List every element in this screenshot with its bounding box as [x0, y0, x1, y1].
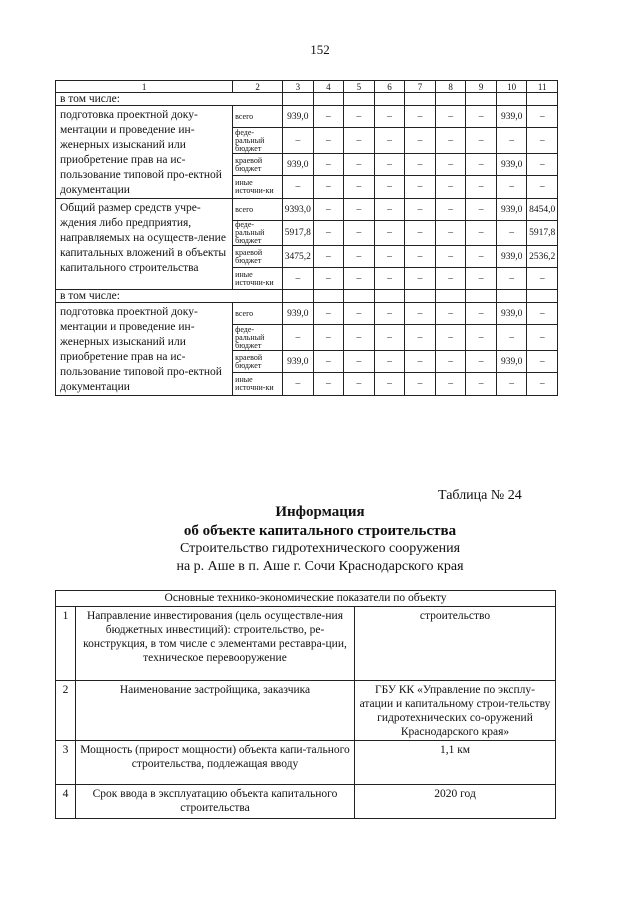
table-cell: – — [466, 268, 497, 290]
table-cell: 939,0 — [283, 154, 314, 176]
row-name: Мощность (прирост мощности) объекта капи-тального строительства, подлежащая вводу — [76, 741, 355, 785]
table-cell: – — [435, 221, 466, 246]
table-cell: – — [466, 176, 497, 199]
table-cell: – — [313, 106, 344, 128]
empty-cell — [344, 93, 375, 106]
table-cell: – — [405, 373, 436, 396]
table-cell: – — [435, 303, 466, 325]
table-cell: – — [344, 128, 375, 154]
funding-source-label: иные источни-ки — [233, 373, 283, 396]
empty-cell — [435, 93, 466, 106]
table-cell: – — [374, 268, 405, 290]
column-number: 11 — [527, 81, 558, 93]
empty-cell — [435, 290, 466, 303]
table-cell: – — [374, 221, 405, 246]
table-cell: – — [527, 268, 558, 290]
table-cell: 8454,0 — [527, 199, 558, 221]
table-cell: – — [313, 303, 344, 325]
table-cell: – — [283, 373, 314, 396]
table-cell: – — [374, 325, 405, 351]
table-cell: – — [496, 373, 527, 396]
table-row — [56, 303, 558, 325]
financing-table — [55, 80, 558, 396]
table-cell: – — [374, 199, 405, 221]
table-cell: – — [405, 199, 436, 221]
empty-cell — [466, 93, 497, 106]
table-cell: – — [496, 268, 527, 290]
table-cell: 939,0 — [496, 303, 527, 325]
row-name: Направление инвестирования (цель осуществле-ния бюджетных инвестиций): строительство, ре-конструкция, в том числе с элементами реставра-ции, техническое перевооружение — [76, 607, 355, 681]
table-cell: – — [466, 325, 497, 351]
table-cell: – — [435, 373, 466, 396]
table-cell: – — [466, 351, 497, 373]
empty-cell — [405, 93, 436, 106]
column-number: 3 — [283, 81, 314, 93]
table-cell: 2536,2 — [527, 246, 558, 268]
table-cell: 939,0 — [283, 106, 314, 128]
row-value: 2020 год — [355, 785, 556, 819]
empty-cell — [496, 93, 527, 106]
row-value: ГБУ КК «Управление по эксплу-атации и капитальному строи-тельству гидротехнических со-оружений Краснодарского края» — [355, 681, 556, 741]
table-row — [56, 199, 558, 221]
empty-cell — [374, 93, 405, 106]
table-cell: 939,0 — [496, 106, 527, 128]
table-cell: – — [344, 303, 375, 325]
row-description: подготовка проектной доку-ментации и проведение ин-женерных изысканий или приобретение прав на ис-пользование типовой про-ектной документации — [56, 303, 233, 396]
empty-cell — [527, 290, 558, 303]
column-number-row — [56, 81, 558, 93]
including-label: в том числе: — [56, 93, 283, 106]
table-cell: – — [435, 246, 466, 268]
including-label: в том числе: — [56, 290, 283, 303]
table-cell: 939,0 — [496, 199, 527, 221]
heading-title: Информация — [275, 504, 365, 520]
table-cell: – — [374, 351, 405, 373]
table-cell: 939,0 — [283, 303, 314, 325]
table-cell: – — [313, 221, 344, 246]
table-cell: – — [405, 325, 436, 351]
table-cell: – — [313, 351, 344, 373]
table-cell: 939,0 — [283, 351, 314, 373]
heading-object-location: на р. Аше в п. Аше г. Сочи Краснодарского края — [176, 559, 464, 574]
table-cell: – — [466, 199, 497, 221]
row-name: Наименование застройщика, заказчика — [76, 681, 355, 741]
table-cell: – — [344, 373, 375, 396]
funding-source-label: феде-ральный бюджет — [233, 221, 283, 246]
empty-cell — [466, 290, 497, 303]
table-cell: – — [374, 373, 405, 396]
table-cell: – — [283, 176, 314, 199]
table-cell: – — [313, 373, 344, 396]
table-cell: 5917,8 — [283, 221, 314, 246]
table-cell: 939,0 — [496, 154, 527, 176]
table-cell: – — [466, 154, 497, 176]
funding-source-label: краевой бюджет — [233, 246, 283, 268]
row-index: 1 — [56, 607, 76, 681]
table-cell: – — [435, 176, 466, 199]
table-cell: – — [283, 128, 314, 154]
table-cell: 5917,8 — [527, 221, 558, 246]
row-value: строительство — [355, 607, 556, 681]
table-cell: – — [466, 303, 497, 325]
table-cell: – — [313, 199, 344, 221]
table-cell: – — [405, 268, 436, 290]
table-number: Таблица № 24 — [438, 488, 522, 503]
funding-source-label: краевой бюджет — [233, 154, 283, 176]
table-cell: – — [405, 303, 436, 325]
row-index: 4 — [56, 785, 76, 819]
row-description: Общий размер средств учре-ждения либо предприятия, направляемых на осуществ-ление капитальных вложений в объекты капитального строительства — [56, 199, 233, 290]
table-cell: – — [374, 246, 405, 268]
column-number: 2 — [233, 81, 283, 93]
table-cell: – — [527, 325, 558, 351]
empty-cell — [374, 290, 405, 303]
funding-source-label: иные источни-ки — [233, 268, 283, 290]
table-cell: – — [344, 325, 375, 351]
column-number: 4 — [313, 81, 344, 93]
empty-cell — [496, 290, 527, 303]
column-number: 10 — [496, 81, 527, 93]
table-cell: – — [313, 268, 344, 290]
funding-source-label: всего — [233, 106, 283, 128]
table-row — [56, 106, 558, 128]
table-cell: – — [496, 325, 527, 351]
table-cell: – — [374, 176, 405, 199]
table-cell: – — [344, 268, 375, 290]
table-cell: – — [313, 176, 344, 199]
table-cell: – — [496, 176, 527, 199]
table-cell: – — [283, 325, 314, 351]
table-cell: – — [405, 106, 436, 128]
column-number: 7 — [405, 81, 436, 93]
table-cell: – — [435, 325, 466, 351]
row-name: Срок ввода в эксплуатацию объекта капитального строительства — [76, 785, 355, 819]
table-cell: – — [466, 373, 497, 396]
table-cell: – — [283, 268, 314, 290]
empty-cell — [313, 93, 344, 106]
table-cell: – — [313, 128, 344, 154]
table-cell: – — [313, 154, 344, 176]
funding-source-label: феде-ральный бюджет — [233, 128, 283, 154]
table-cell: – — [527, 128, 558, 154]
heading-subtitle: об объекте капитального строительства — [183, 523, 457, 539]
table-cell: – — [527, 176, 558, 199]
funding-source-label: краевой бюджет — [233, 351, 283, 373]
row-description: подготовка проектной доку-ментации и проведение ин-женерных изысканий или приобретение прав на ис-пользование типовой про-ектной документации — [56, 106, 233, 199]
funding-source-label: феде-ральный бюджет — [233, 325, 283, 351]
table-cell: 3475,2 — [283, 246, 314, 268]
table-cell: – — [466, 128, 497, 154]
table-cell: – — [405, 154, 436, 176]
table-cell: 939,0 — [496, 246, 527, 268]
table-cell: – — [435, 128, 466, 154]
row-index: 2 — [56, 681, 76, 741]
table-cell: – — [313, 246, 344, 268]
table-cell: – — [344, 176, 375, 199]
funding-source-label: всего — [233, 199, 283, 221]
table-cell: – — [405, 176, 436, 199]
info-table-caption: Основные технико-экономические показатели по объекту — [56, 591, 556, 607]
empty-cell — [527, 93, 558, 106]
row-index: 3 — [56, 741, 76, 785]
table-cell: – — [435, 351, 466, 373]
table-cell: – — [496, 128, 527, 154]
table-cell: – — [405, 351, 436, 373]
column-number: 9 — [466, 81, 497, 93]
including-row — [56, 93, 558, 106]
column-number: 5 — [344, 81, 375, 93]
table-cell: – — [466, 106, 497, 128]
table-cell: – — [435, 268, 466, 290]
empty-cell — [405, 290, 436, 303]
column-number: 8 — [435, 81, 466, 93]
funding-source-label: всего — [233, 303, 283, 325]
table-cell: – — [405, 221, 436, 246]
table-cell: 9393,0 — [283, 199, 314, 221]
table-cell: – — [405, 128, 436, 154]
table-cell: – — [344, 351, 375, 373]
table-cell: – — [496, 221, 527, 246]
heading-object-name: Строительство гидротехнического сооружения — [179, 541, 461, 556]
table-cell: 939,0 — [496, 351, 527, 373]
table-cell: – — [466, 246, 497, 268]
table-cell: – — [374, 303, 405, 325]
table-cell: – — [527, 154, 558, 176]
row-value: 1,1 км — [355, 741, 556, 785]
empty-cell — [313, 290, 344, 303]
table-cell: – — [527, 351, 558, 373]
table-cell: – — [435, 106, 466, 128]
table-cell: – — [435, 154, 466, 176]
table-cell: – — [344, 246, 375, 268]
funding-source-label: иные источни-ки — [233, 176, 283, 199]
object-info-table — [55, 590, 556, 819]
table-cell: – — [374, 128, 405, 154]
table-cell: – — [344, 199, 375, 221]
table-cell: – — [344, 154, 375, 176]
table-cell: – — [466, 221, 497, 246]
table-cell: – — [527, 106, 558, 128]
column-number: 1 — [56, 81, 233, 93]
table-cell: – — [435, 199, 466, 221]
table-cell: – — [374, 106, 405, 128]
including-row — [56, 290, 558, 303]
page-number: 152 — [310, 42, 330, 57]
table-cell: – — [344, 221, 375, 246]
table-cell: – — [344, 106, 375, 128]
empty-cell — [283, 93, 314, 106]
empty-cell — [283, 290, 314, 303]
column-number: 6 — [374, 81, 405, 93]
table-cell: – — [313, 325, 344, 351]
table-cell: – — [405, 246, 436, 268]
table-cell: – — [527, 303, 558, 325]
table-cell: – — [527, 373, 558, 396]
table-cell: – — [374, 154, 405, 176]
empty-cell — [344, 290, 375, 303]
